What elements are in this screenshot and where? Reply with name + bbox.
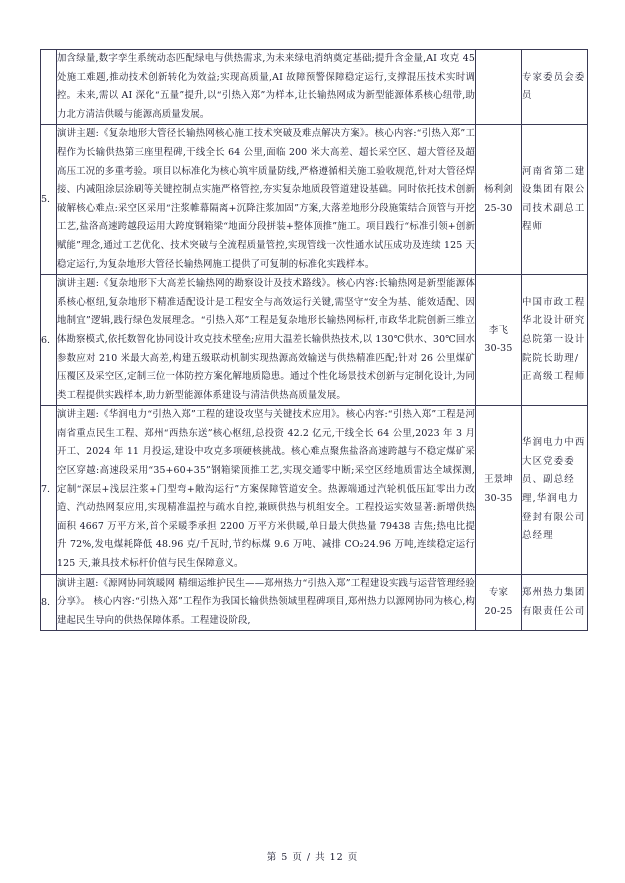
row-body-text: 加含绿量,数字孪生系统动态匹配绿电与供热需求,为未来绿电消纳奠定基础;提升含金量,AI 攻克 45 处施工难题,推动技术创新转化为效益;实现高质量,AI 故障预警保障稳定运行,支撑混压技术实时调控。未来,需以 AI 深化“五量”提升,以“引热入郑”为样本,让长输热网成为新型能源体系核心纽带,助力北方清洁供暖与能源高质量发展。 <box>57 50 476 125</box>
speaker-name: 杨利剑 <box>484 184 513 196</box>
row-speaker <box>476 125 522 275</box>
row-index: 7. <box>41 406 57 574</box>
speaker-name: 专家 <box>488 586 509 598</box>
table-row <box>41 125 588 275</box>
row-speaker <box>476 50 522 125</box>
table-row <box>41 406 588 574</box>
table-row <box>41 50 588 125</box>
row-speaker <box>476 275 522 406</box>
row-organization: 华润电力中西大区党委委员、副总经理,华润电力登封有限公司总经理 <box>522 406 588 574</box>
row-organization: 河南省第二建设集团有限公司技术副总工程师 <box>522 125 588 275</box>
speaker-age: 30-35 <box>484 492 513 504</box>
row-body-text: 演讲主题:《复杂地形大管径长输热网核心施工技术突破及难点解决方案》。核心内容:“引热入郑”工程作为长输供热第三座里程碑,干线全长 64 公里,面临 200 米大高差、超长采空区、超大管径及超高压工况的多重考验。项目以标准化为核心筑牢质量防线,严格遵循相关施工验收规范,针对大管径焊接、内减阻涂层涂刷等关键控制点实施严格管控,夯实复杂地质段管道建设基础。同时依托技术创新破解核心难点:采空区采用“注浆帷幕隔离+沉降注浆加固”方案,大落差地形分段施策结合顶管与开挖工艺,盐洛高速跨越段运用大跨度钢箱梁“地面分段拼装+整体顶推”施工。项目践行“标准引领+创新赋能”理念,通过工艺优化、技术突破与全流程质量管控,实现管线一次性通水试压成功及连续 125 天稳定运行,为复杂地形大管径长输热网施工提供了可复制的标准化实践样本。 <box>57 125 476 275</box>
table-row <box>41 275 588 406</box>
row-body-text: 演讲主题:《源网协同筑暖网 精细运维护民生——郑州热力“引热入郑”工程建设实践与运营管理经验分享》。 核心内容:“引热入郑”工程作为我国长输供热领域里程碑项目,郑州热力以源网协同为核心,构建起民生导向的供热保障体系。工程建设阶段, <box>57 574 476 631</box>
speakers-table <box>40 49 588 631</box>
page-footer: 第 5 页 / 共 12 页 <box>266 852 359 863</box>
row-organization: 中国市政工程华北设计研究总院第一设计院院长助理/正高级工程师 <box>522 275 588 406</box>
row-body-text: 演讲主题:《华润电力“引热入郑”工程的建设攻坚与关键技术应用》。核心内容:“引热入郑”工程是河南省重点民生工程、郑州“西热东送”核心枢纽,总投资 42.2 亿元,干线全长 64 公里,2023 年 3 月开工、2024 年 11 月投运,建设中攻克多项硬核挑战。核心难点聚焦盐洛高速跨越与不稳定煤矿采空区穿越:高速段采用“35+60+35”钢箱梁顶推工艺,实现交通零中断;采空区经地质雷达全域探测,定制“深层+浅层注浆+门型弯+敞沟运行”方案保障管道安全。热源端通过汽轮机低压缸零出力改造、汽动热网泵应用,实现精准温控与疏水自控,兼顾供热与机组安全。工程投运实效显著:新增供热面积 4667 万平方米,首个采暖季承担 2200 万平方米供暖,单日最大供热量 79438 吉焦;热电比提升 72%,发电煤耗降低 48.96 克/千瓦时,节约标煤 9.6 万吨、减排 CO₂24.96 万吨,连续稳定运行 125 天,兼具技术标杆价值与民生保障意义。 <box>57 406 476 574</box>
row-index: 6. <box>41 275 57 406</box>
row-speaker <box>476 406 522 574</box>
speaker-age: 30-35 <box>484 343 513 355</box>
speaker-age: 25-30 <box>484 202 513 214</box>
row-index: 8. <box>41 574 57 631</box>
row-organization: 郑州热力集团有限责任公司 <box>522 574 588 631</box>
speaker-name: 王景坤 <box>484 474 513 486</box>
speaker-name: 李飞 <box>488 324 509 336</box>
row-speaker <box>476 574 522 631</box>
speaker-age: 20-25 <box>484 605 513 617</box>
row-organization: 专家委员会委员 <box>522 50 588 125</box>
row-body-text: 演讲主题:《复杂地形下大高差长输热网的勘察设计及技术路线》。核心内容:长输热网是新型能源体系核心枢纽,复杂地形下精准适配设计是工程安全与高效运行关键,需坚守“安全为基、能效适配、因地制宜”逻辑,践行绿色发展理念。“引热入郑”工程是复杂地形长输热网标杆,市政华北院创新三维立体勘察模式,依托数智化协同设计攻克技术壁垒;应用大温差长输供热技术,以 130℃供水、30℃回水参数应对 210 米最大高差,构建五级联动机制实现热源高效输送与供热精准匹配;针对 26 公里煤矿压覆区及采空区,定制三位一体防控方案化解地质隐患。通过个性化场景技术创新与定制化设计,为同类工程提供实践样本,助力新型能源体系建设与清洁供热高质量发展。 <box>57 275 476 406</box>
row-index <box>41 50 57 125</box>
table-row <box>41 574 588 631</box>
row-index: 5. <box>41 125 57 275</box>
